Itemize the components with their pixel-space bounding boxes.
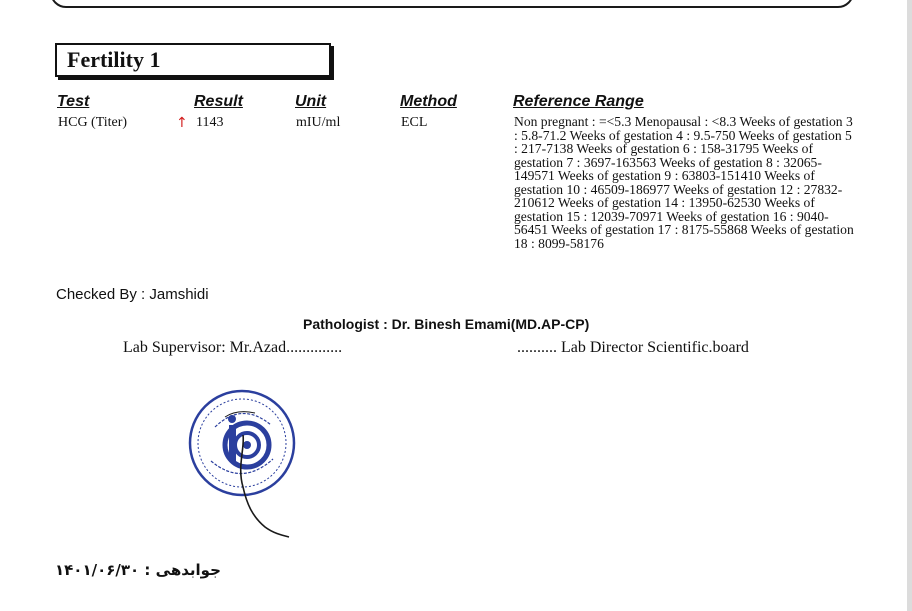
column-header-result: Result [194,93,243,110]
test-name: HCG (Titer) [58,115,128,130]
checked-by: Checked By : Jamshidi [56,286,209,303]
high-arrow-icon: ↑ [176,115,188,131]
column-header-method: Method [400,93,457,110]
method-value: ECL [401,115,428,130]
lab-director: .......... Lab Director Scientific.board [517,339,749,356]
pathologist-signature: Pathologist : Dr. Binesh Emami(MD.AP-CP) [303,316,590,332]
section-title: Fertility 1 [67,47,161,72]
answer-date: جوابدهی : ۱۴۰۱/۰۶/۳۰ [55,561,221,579]
unit-value: mIU/ml [296,115,341,130]
reference-range-text: Non pregnant : =<5.3 Menopausal : <8.3 Weeks of gestation 3 : 5.8-71.2 Weeks of gestation 4 : 9.5-750 Weeks of gestation 5 : 217-7138 Weeks of gestation 6 : 158-31795 Weeks of gestation 7 : 3697-163563 Weeks of gestation 8 : 32065-149571 Weeks of gestation 9 : 63803-151410 Weeks of gestation 10 : 46509-186977 Weeks of gestation 12 : 27832-210612 Weeks of gestation 14 : 13950-62530 Weeks of gestation 15 : 12039-70971 Weeks of gestation 16 : 9040-56451 Weeks of gestation 17 : 8175-55868 Weeks of gestation 18 : 8099-58176 [514,114,854,251]
top-frame-border [50,0,854,8]
lab-supervisor: Lab Supervisor: Mr.Azad.............. [123,339,343,356]
column-header-test: Test [57,93,90,110]
column-header-unit: Unit [295,93,327,110]
result-value: 1143 [196,115,224,130]
column-header-reference-range: Reference Range [513,93,644,110]
section-header [55,43,331,77]
page-edge [907,0,912,611]
lab-seal-stamp [185,387,305,547]
